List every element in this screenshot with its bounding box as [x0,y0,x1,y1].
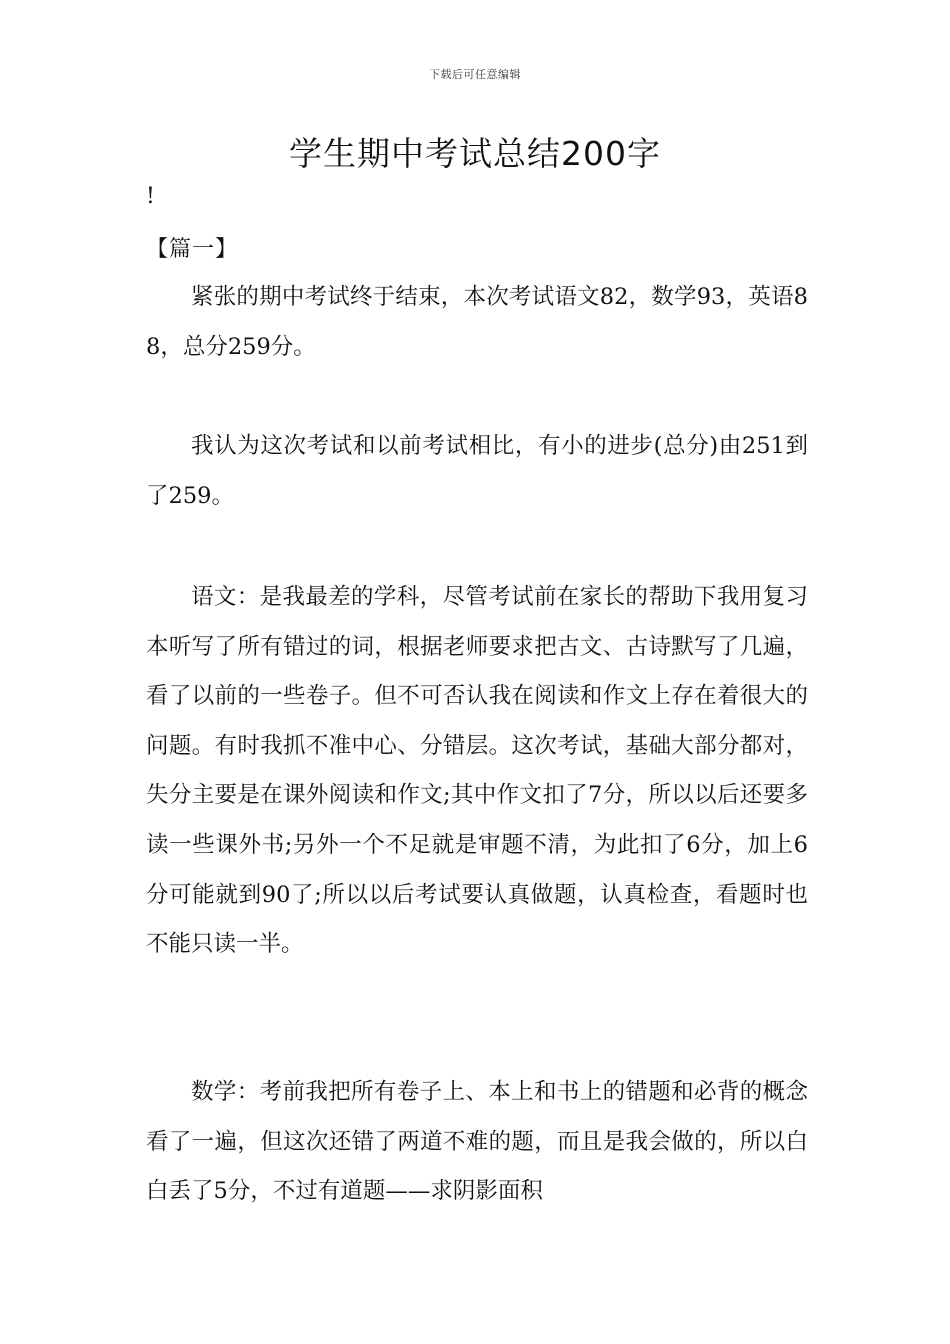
paragraph-math: 数学：考前我把所有卷子上、本上和书上的错题和必背的概念看了一遍，但这次还错了两道不难的题，而且是我会做的，所以白白丢了5分，不过有道题——求阴影面积 [146,1079,808,1205]
paragraph-scores: 紧张的期中考试终于结束，本次考试语文82，数学93，英语88，总分259分。 [146,284,808,360]
document-title: 学生期中考试总结200字 [289,134,661,173]
exclamation-mark: ! [146,184,155,209]
header-note: 下载后可任意编辑 [429,68,521,81]
paragraph-progress: 我认为这次考试和以前考试相比，有小的进步(总分)由251到了259。 [146,433,808,509]
paragraph-chinese: 语文：是我最差的学科，尽管考试前在家长的帮助下我用复习本听写了所有错过的词，根据老师要求把古文、古诗默写了几遍，看了以前的一些卷子。但不可否认我在阅读和作文上存在着很大的问题。有时我抓不准中心、分错层。这次考试，基础大部分都对，失分主要是在课外阅读和作文;其中作文扣了7分，所以以后还要多读一些课外书;另外一个不足就是审题不清，为此扣了6分，加上6分可能就到90了;所以以后考试要认真做题，认真检查，看题时也不能只读一半。 [146,584,808,958]
section-label: 【篇一】 [146,237,239,262]
